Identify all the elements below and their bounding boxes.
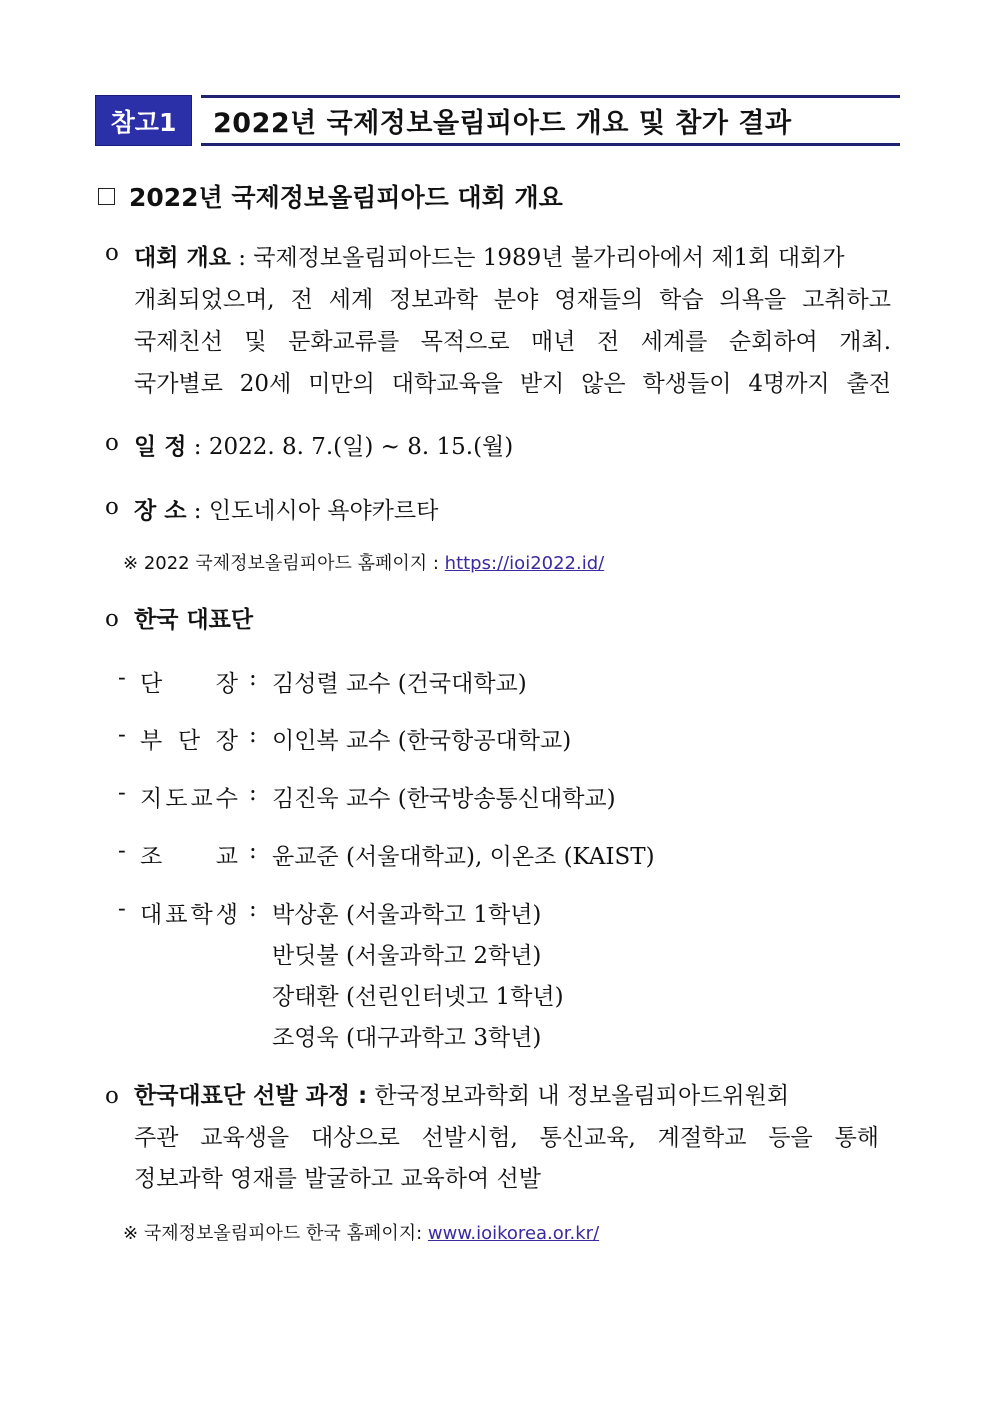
overview-line-4: 국가별로 20세 미만의 대학교육을 받지 않은 학생들이 4명까지 출전 bbox=[134, 371, 891, 397]
venue-label: 장 소 bbox=[134, 498, 187, 524]
student-value: 반딧불 (서울과학고 2학년) bbox=[272, 943, 542, 969]
student-value: 장태환 (선린인터넷고 1학년) bbox=[272, 984, 564, 1010]
bullet: o bbox=[105, 430, 119, 456]
member-role: 부 단 장 bbox=[140, 728, 238, 754]
note-text: 2022 국제정보올림피아드 홈페이지 : bbox=[143, 553, 439, 574]
student-value: 조영욱 (대구과학고 3학년) bbox=[272, 1025, 542, 1051]
selection-label: 한국대표단 선발 과정 : bbox=[134, 1083, 368, 1109]
section-heading bbox=[98, 178, 563, 214]
ioi2022-link[interactable]: https://ioi2022.id/ bbox=[444, 553, 605, 574]
venue-sep: : bbox=[193, 498, 202, 524]
member-value: 이인복 교수 (한국항공대학교) bbox=[272, 728, 572, 754]
section-title: 2022년 국제정보올림피아드 대회 개요 bbox=[129, 183, 563, 212]
overview-line-1: 국제정보올림피아드는 1989년 불가리아에서 제1회 대회가 bbox=[253, 245, 845, 271]
member-role: 대 표 학 생 bbox=[140, 902, 238, 928]
schedule-sep: : bbox=[193, 434, 202, 460]
bullet: o bbox=[105, 606, 119, 632]
member-sep: : bbox=[249, 838, 257, 864]
bullet: o bbox=[105, 494, 119, 520]
delegation-title: 한국 대표단 bbox=[134, 607, 254, 633]
member-sep: : bbox=[249, 780, 257, 806]
title-box bbox=[201, 95, 900, 146]
page-title: 2022년 국제정보올림피아드 개요 및 참가 결과 bbox=[213, 108, 792, 139]
schedule-label: 일 정 bbox=[134, 434, 187, 460]
member-role: 지 도 교 수 bbox=[140, 786, 238, 812]
member-role: 조 교 bbox=[140, 844, 238, 870]
venue-value: 인도네시아 욕야카르타 bbox=[208, 498, 439, 524]
reference-tag: 참고1 bbox=[95, 95, 192, 146]
bullet: o bbox=[105, 240, 119, 266]
note-mark: ※ bbox=[123, 553, 139, 574]
member-value: 김성렬 교수 (건국대학교) bbox=[272, 671, 527, 697]
page-header bbox=[95, 95, 900, 146]
overview-sep: : bbox=[238, 245, 246, 271]
student-value: 박상훈 (서울과학고 1학년) bbox=[272, 902, 542, 928]
ioi-korea-link[interactable]: www.ioikorea.or.kr/ bbox=[427, 1223, 600, 1244]
schedule-row bbox=[134, 426, 513, 468]
note-text: 국제정보올림피아드 한국 홈페이지: bbox=[143, 1223, 423, 1244]
dash: - bbox=[118, 665, 126, 691]
dash: - bbox=[118, 838, 126, 864]
checkbox-icon bbox=[98, 188, 115, 205]
dash: - bbox=[118, 722, 126, 748]
overview-line-3: 국제친선 및 문화교류를 목적으로 매년 전 세계를 순회하여 개최. bbox=[134, 329, 891, 355]
dash: - bbox=[118, 780, 126, 806]
member-value: 윤교준 (서울대학교), 이온조 (KAIST) bbox=[272, 844, 655, 870]
selection-line-1: 한국정보과학회 내 정보올림피아드위원회 bbox=[374, 1083, 790, 1109]
schedule-value: 2022. 8. 7.(일) ~ 8. 15.(월) bbox=[208, 434, 514, 460]
ioi-korea-homepage-note bbox=[123, 1219, 599, 1245]
selection-line-2: 주관 교육생을 대상으로 선발시험, 통신교육, 계절학교 등을 통해 bbox=[134, 1125, 879, 1151]
overview-label: 대회 개요 bbox=[134, 245, 231, 271]
member-role: 단 장 bbox=[140, 671, 238, 697]
overview-line-2: 개최되었으며, 전 세계 정보과학 분야 영재들의 학습 의욕을 고취하고 bbox=[134, 287, 891, 313]
selection-first-line bbox=[134, 1075, 789, 1117]
member-value: 김진욱 교수 (한국방송통신대학교) bbox=[272, 786, 616, 812]
ioi2022-homepage-note bbox=[123, 549, 604, 575]
bullet: o bbox=[105, 1083, 119, 1109]
member-sep: : bbox=[249, 722, 257, 748]
member-sep: : bbox=[249, 896, 257, 922]
dash: - bbox=[118, 896, 126, 922]
note-mark: ※ bbox=[123, 1223, 139, 1244]
overview-first-line bbox=[134, 237, 844, 279]
venue-row bbox=[134, 490, 438, 532]
member-sep: : bbox=[249, 665, 257, 691]
selection-line-3: 정보과학 영재를 발굴하고 교육하여 선발 bbox=[134, 1166, 541, 1192]
